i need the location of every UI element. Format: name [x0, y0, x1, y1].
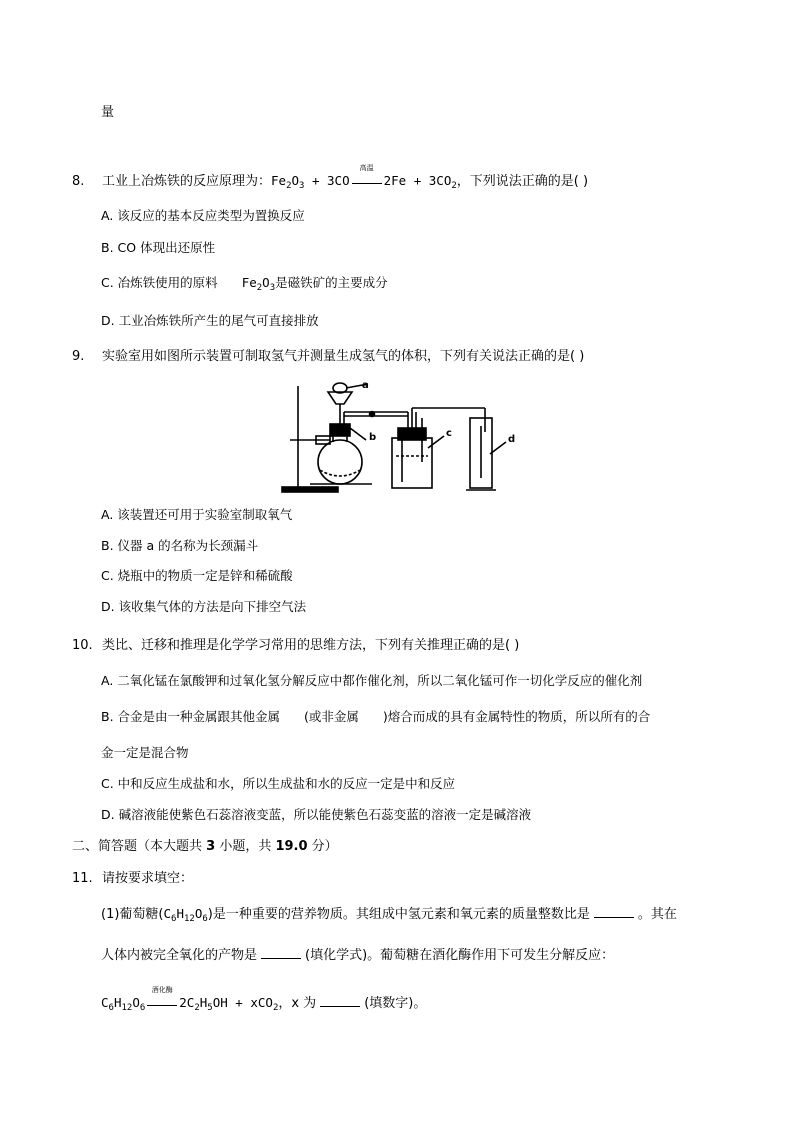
chem-equation: $Fe_2O_3 + 3CO$ 高温 $2Fe + 3CO_2$ [271, 163, 457, 191]
apparatus-figure [280, 378, 525, 496]
question-number: 9. [72, 349, 85, 364]
q9-option-b[interactable]: B. 仪器 a 的名称为长颈漏斗 [101, 538, 259, 553]
label-c: c [446, 428, 452, 439]
q11-line-2: 人体内被完全氧化的产物是 (填化学式)。葡萄糖在酒化酶作用下可发生分解反应： [101, 948, 615, 963]
q10-option-c[interactable]: C. 中和反应生成盐和水，所以生成盐和水的反应一定是中和反应 [101, 776, 456, 791]
q8-option-b[interactable]: B. CO 体现出还原性 [101, 240, 216, 255]
page-fragment: 量 [101, 105, 115, 120]
question-number: 11. [72, 871, 93, 886]
label-a: a [362, 380, 369, 391]
label-b: b [369, 432, 377, 443]
q11-line-3: $C_6H_{12}O_6$ 酒化酶 $2C_2H_5OH + xCO_2$，x 为 (填数字)。 [101, 985, 427, 1013]
q9-option-d[interactable]: D. 该收集气体的方法是向下排空气法 [101, 599, 307, 614]
question-8-stem: 8. 工业上冶炼铁的反应原理为：$Fe_2O_3 + 3CO$ 高温 $2Fe + 3CO_2$，下列说法正确的是( ) [72, 163, 589, 191]
question-11-stem: 11. 请按要求填空： [72, 869, 193, 889]
q10-option-d[interactable]: D. 碱溶液能使紫色石蕊溶液变蓝，所以能使紫色石蕊变蓝的溶液一定是碱溶液 [101, 807, 532, 822]
question-9-stem: 9. 实验室用如图所示装置可制取氢气并测量生成氢气的体积，下列有关说法正确的是( ) [72, 347, 584, 367]
q11-line-1: (1)葡萄糖$(C_6H_{12}O_6)$是一种重要的营养物质。其组成中氢元素和氧元素的质量整数比是 。其在 [101, 906, 677, 924]
q8-option-c[interactable]: C. 冶炼铁使用的原料 $Fe_2O_3$是磁铁矿的主要成分 [101, 275, 388, 293]
question-number: 8. [72, 174, 85, 189]
answer-blank-3[interactable] [320, 994, 360, 1007]
answer-blank-2[interactable] [261, 946, 301, 959]
question-10-stem: 10. 类比、迁移和推理是化学学习常用的思维方法，下列有关推理正确的是( ) [72, 636, 519, 656]
q10-option-b-continued: 金一定是混合物 [101, 745, 189, 760]
answer-blank-1[interactable] [594, 905, 634, 918]
q10-option-a[interactable]: A. 二氧化锰在氯酸钾和过氧化氢分解反应中都作催化剂，所以二氧化锰可作一切化学反应的催化剂 [101, 673, 643, 688]
section-heading: 二、简答题（本大题共 3 小题，共 19.0 分） [72, 839, 338, 854]
q9-option-c[interactable]: C. 烧瓶中的物质一定是锌和稀硫酸 [101, 568, 293, 583]
q8-option-a[interactable]: A. 该反应的基本反应类型为置换反应 [101, 208, 305, 223]
q8-option-d[interactable]: D. 工业冶炼铁所产生的尾气可直接排放 [101, 313, 319, 328]
question-number: 10. [72, 638, 93, 653]
label-d: d [508, 434, 516, 445]
q9-option-a[interactable]: A. 该装置还可用于实验室制取氧气 [101, 507, 293, 522]
q10-option-b[interactable]: B. 合金是由一种金属跟其他金属 (或非金属 )熔合而成的具有金属特性的物质，所以所有的合 [101, 709, 651, 724]
chem-equation: $C_6H_{12}O_6$ 酒化酶 $2C_2H_5OH + xCO_2$ [101, 985, 279, 1013]
